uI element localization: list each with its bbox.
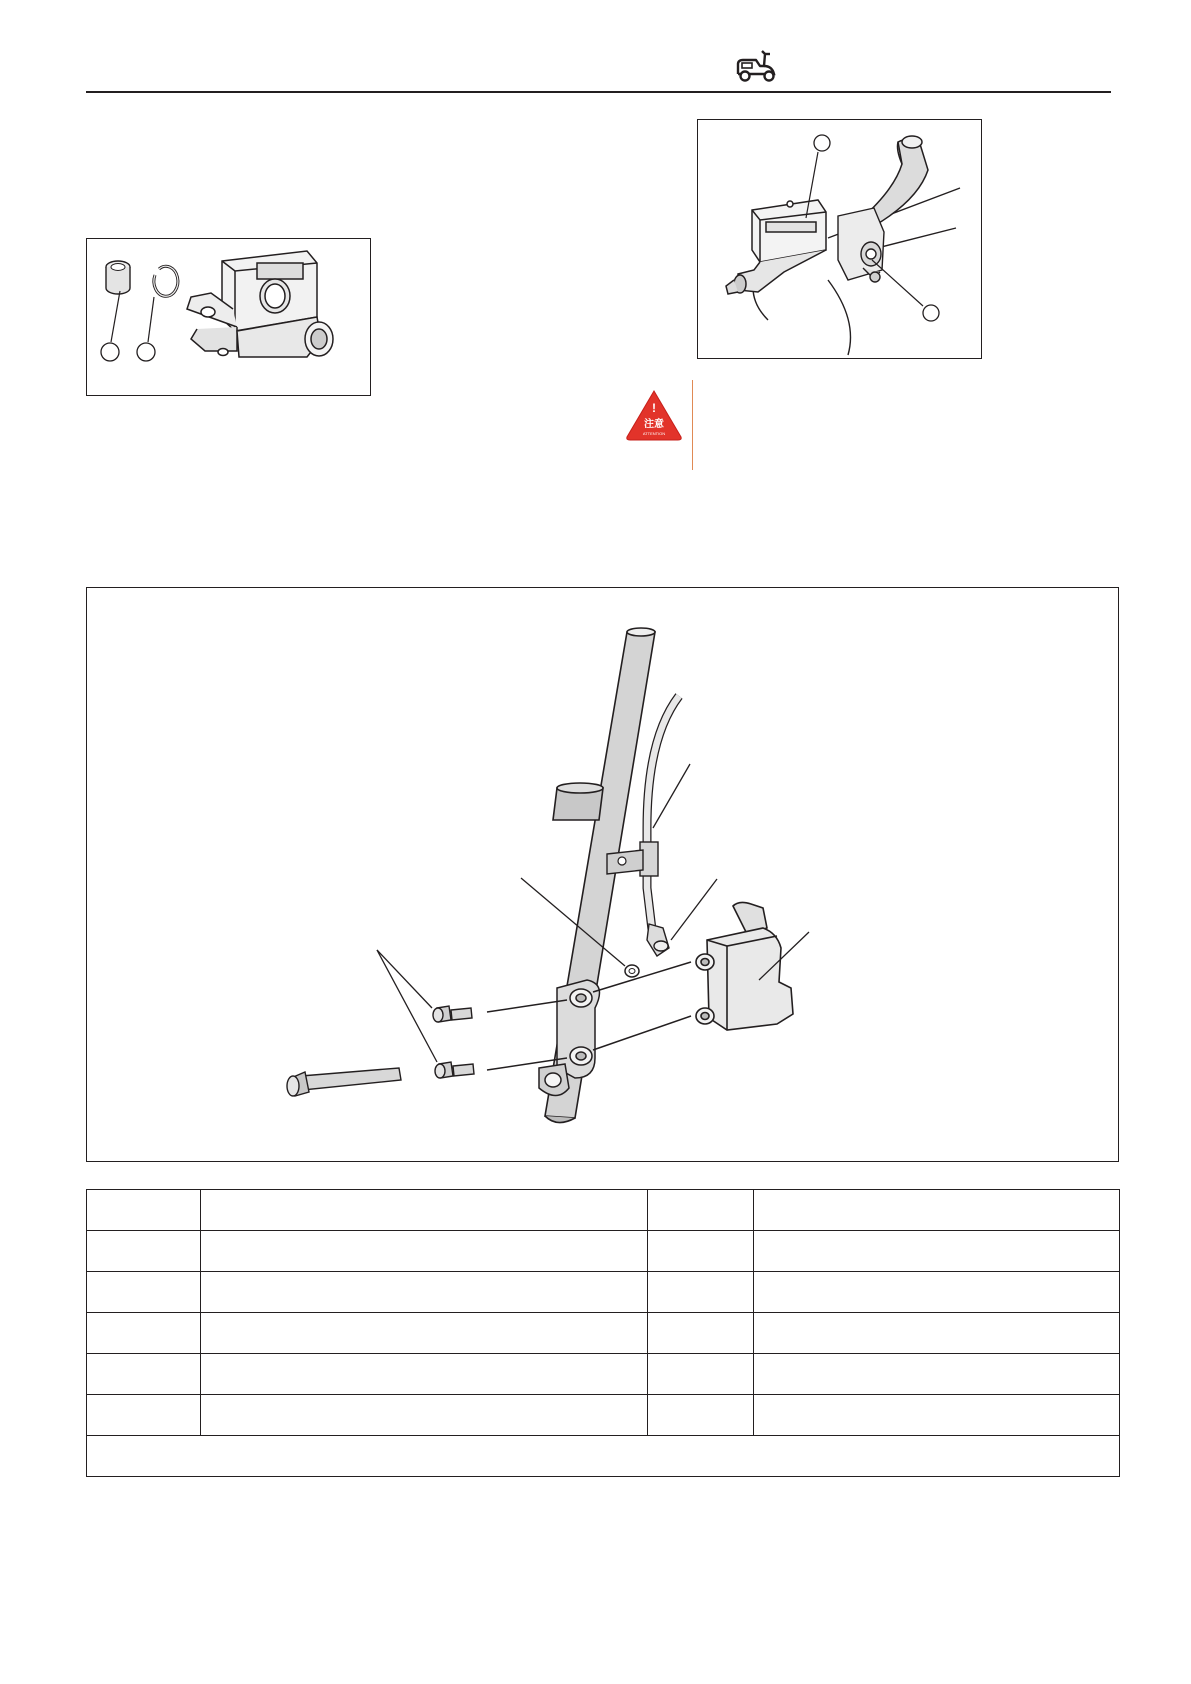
- table-cell: [201, 1190, 648, 1231]
- table-cell: [754, 1190, 1120, 1231]
- table-row: [87, 1272, 1120, 1313]
- caliper-assembly-figure: [86, 587, 1119, 1162]
- table-cell: [754, 1395, 1120, 1436]
- banjo-fitting: [647, 924, 669, 956]
- master-cylinder-body: [187, 251, 333, 357]
- mounting-bolt-upper: [433, 1006, 472, 1022]
- callout-1: [101, 291, 120, 361]
- table-cell: [648, 1354, 754, 1395]
- circlip-part: [154, 266, 178, 296]
- table-row: [87, 1313, 1120, 1354]
- caution-label-en: ATTENTION: [642, 431, 666, 436]
- table-cell: [87, 1272, 201, 1313]
- axle-bolt: [287, 1068, 401, 1096]
- table-row: [87, 1395, 1120, 1436]
- table-cell: [87, 1354, 201, 1395]
- table-cell: [754, 1354, 1120, 1395]
- table-cell: [648, 1313, 754, 1354]
- table-cell: [754, 1272, 1120, 1313]
- table-note-row: [87, 1436, 1120, 1477]
- table-row: [87, 1190, 1120, 1231]
- caution-symbol: !: [652, 401, 656, 415]
- table-cell: [648, 1272, 754, 1313]
- table-cell: [201, 1395, 648, 1436]
- table-cell: [87, 1313, 201, 1354]
- table-cell: [201, 1313, 648, 1354]
- spec-table: [86, 1189, 1120, 1477]
- table-cell: [201, 1231, 648, 1272]
- table-row: [87, 1231, 1120, 1272]
- table-cell: [754, 1231, 1120, 1272]
- table-cell: [201, 1354, 648, 1395]
- sealing-washer: [625, 965, 639, 977]
- table-cell: [87, 1231, 201, 1272]
- bushing-part: [106, 261, 130, 294]
- table-cell: [648, 1395, 754, 1436]
- caution-icon: [624, 388, 684, 442]
- table-cell: [87, 1190, 201, 1231]
- brake-caliper: [696, 902, 793, 1030]
- master-cylinder-parts-figure: [86, 238, 371, 396]
- table-cell: [754, 1313, 1120, 1354]
- scooter-icon: [734, 46, 780, 84]
- header-divider: [86, 91, 1111, 93]
- caution-label-cn: 注意: [644, 419, 664, 430]
- table-cell: [648, 1231, 754, 1272]
- master-cylinder-reservoir: [726, 200, 826, 294]
- caution-divider: [692, 380, 693, 470]
- table-cell: [648, 1190, 754, 1231]
- callout-2: [872, 260, 939, 321]
- lever-clamp: [838, 208, 884, 282]
- callout-2: [137, 297, 155, 361]
- brake-lever-assembly-figure: [697, 119, 982, 359]
- table-row: [87, 1354, 1120, 1395]
- mounting-bolt-lower: [435, 1062, 474, 1078]
- table-cell: [87, 1395, 201, 1436]
- table-note: [87, 1436, 1120, 1477]
- table-cell: [201, 1272, 648, 1313]
